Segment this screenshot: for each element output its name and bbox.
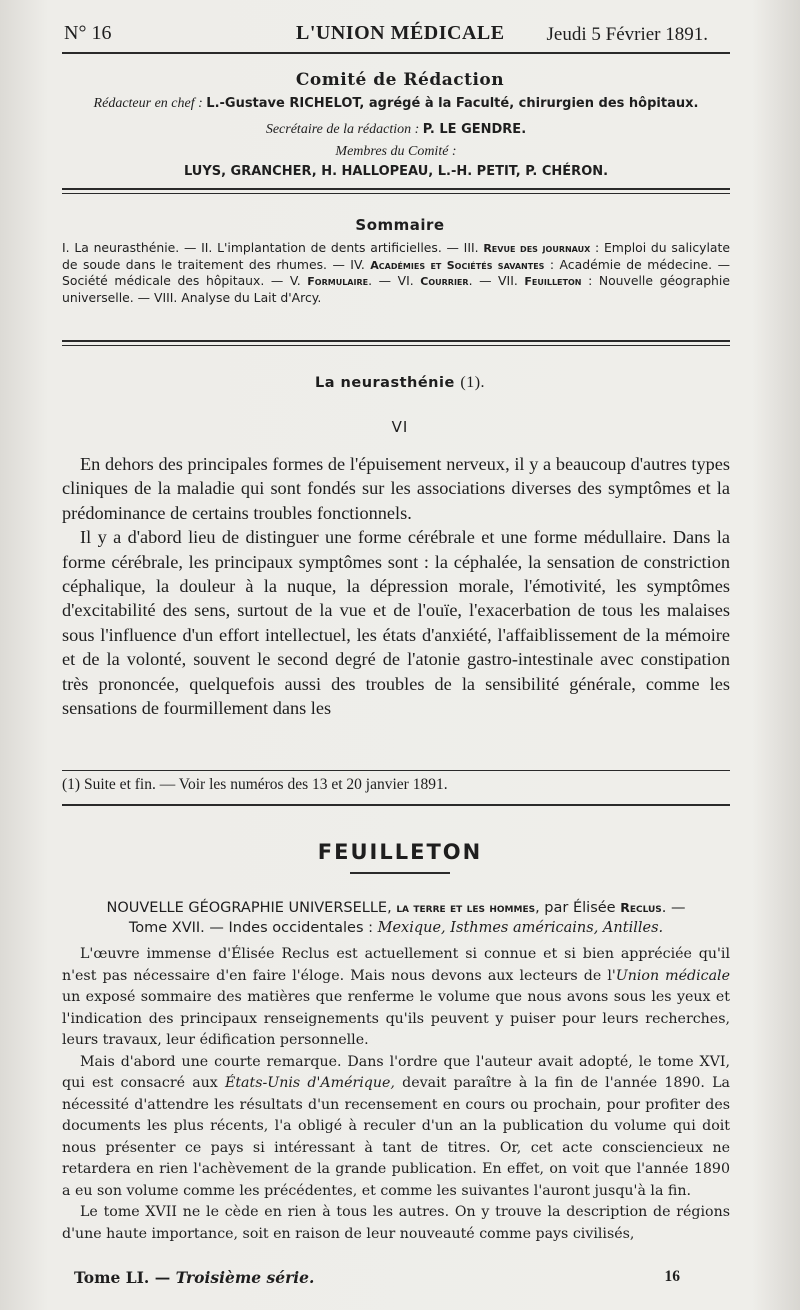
heading-part: Tome XVII. — Indes occidentales : — [128, 920, 373, 936]
article-title-text: La neurasthénie — [314, 375, 455, 391]
sommaire-rubric: Courrier — [420, 275, 469, 288]
sommaire-rubric: Académies et Sociétés savantes — [370, 258, 545, 272]
sommaire-title: Sommaire — [355, 216, 445, 234]
sommaire-rubric: Formulaire — [307, 275, 369, 288]
sommaire-part: . — VI. — [368, 273, 414, 288]
feuilleton-title: FEUILLETON — [317, 840, 483, 864]
membres-label-line — [62, 144, 730, 160]
paragraph-part: L'œuvre immense d'Élisée Reclus est actuellement si connue et si bien appréciée qu'il n'est pas nécessaire d'en faire l'éloge. Mais nous devons aux lecteurs de l' — [62, 946, 730, 984]
feuilleton-paragraph — [62, 1052, 730, 1203]
article-body — [62, 452, 730, 720]
issue-number: N° 16 — [64, 22, 112, 44]
header-rule — [62, 52, 730, 54]
section-number: VI — [391, 418, 409, 436]
sommaire-rubric: Revue des journaux — [483, 242, 591, 255]
redacteur-label: Rédacteur en chef : — [93, 96, 203, 111]
sommaire-part: : Emploi du salicylate de soude dans le traitement des rhumes. — IV. — [62, 240, 730, 272]
heading-part: la terre et les hommes — [396, 900, 536, 915]
membres-label: Membres du Comité : — [335, 144, 457, 159]
feuilleton-top-rule — [62, 804, 730, 806]
article-paragraph: En dehors des principales formes de l'épuisement nerveux, il y a beaucoup d'autres types cliniques de la maladie qui sont fondés sur les associations diverses des symptômes et la prédominance de certains troubles fonctionnels. — [62, 454, 730, 523]
journal-title: L'UNION MÉDICALE — [296, 22, 505, 44]
article-paragraph: Il y a d'abord lieu de distinguer une forme cérébrale et une forme médullaire. Dans la forme cérébrale, les principaux symptômes sont : la céphalée, la sensation de constriction céphalique, la douleur à la nuque, la dépression morale, l'émotivité, les symptômes d'excitabilité des sens, surtout de la vue et de l'ouïe, l'exacerbation de tous les malaises sous l'influence d'un effort intellectuel, les états d'anxiété, l'affaiblissement de la mémoire et de la volonté, souvent le second degré de l'atonie gastro-intestinale avec constipation très prononcée, quelquefois aussi des troubles de la sensibilité générale, comme les sensations de fourmillement dans les — [62, 527, 730, 719]
feuilleton-heading-line2 — [62, 918, 730, 938]
heading-part: . — — [661, 900, 686, 916]
paragraph-part: un exposé sommaire des matières que renferme le volume que nous avons sous les yeux et l'indication des principaux renseignements qu'ils peuvent y puiser pour leurs recherches, leurs travaux, leur édification personnelle. — [62, 989, 730, 1048]
heading-part: NOUVELLE GÉOGRAPHIE UNIVERSELLE, — [106, 900, 392, 916]
sommaire-part: : Académie de médecine. — Société médicale des hôpitaux. — V. — [62, 256, 730, 288]
redacteur-value: L.-Gustave RICHELOT, agrégé à la Faculté, chirurgien des hôpitaux. — [206, 96, 699, 111]
comite-title: Comité de Rédaction — [295, 70, 505, 90]
secretaire-value: P. LE GENDRE. — [422, 122, 527, 137]
footer-tome — [74, 1268, 314, 1287]
paragraph-part: États-Unis d'Amérique, — [225, 1075, 395, 1091]
feuilleton-paragraph: Le tome XVII ne le cède en rien à tous les autres. On y trouve la description de régions d'une haute importance, soit en raison de leur nouveauté comme pays civilisés, — [62, 1204, 730, 1242]
footer-serie: Troisième série. — [175, 1268, 315, 1287]
feuilleton-underline — [350, 872, 450, 874]
paragraph-part: Mais d'abord une courte remarque. Dans l'ordre que l'auteur avait adopté, le tome XVI, qui est consacré aux — [62, 1053, 730, 1091]
feuilleton-paragraph — [62, 944, 730, 1052]
membres-value: LUYS, GRANCHER, H. HALLOPEAU, L.-H. PETIT, P. CHÉRON. — [183, 164, 609, 179]
sommaire-part: : Nouvelle géographie universelle. — VIII. Analyse du Lait d'Arcy. — [62, 273, 730, 305]
footnote-rule — [62, 770, 730, 771]
issue-date: Jeudi 5 Février 1891. — [546, 24, 708, 45]
feuilleton-heading-line1 — [62, 898, 730, 918]
heading-part: Reclus — [620, 900, 662, 915]
footnote-ref: (1). — [460, 374, 486, 391]
paragraph-part: Union médicale — [615, 967, 730, 984]
heading-part: , par Élisée — [535, 900, 616, 916]
membres-line — [62, 164, 730, 180]
secretaire-label: Secrétaire de la rédaction : — [265, 122, 420, 137]
sommaire-rubric: Feuilleton — [524, 275, 582, 288]
sommaire-rule — [62, 340, 730, 346]
footnote: (1) Suite et fin. — Voir les numéros des 13 et 20 janvier 1891. — [62, 776, 448, 793]
feuilleton-body — [62, 944, 730, 1245]
sommaire-text — [62, 240, 730, 305]
sommaire-part: I. La neurasthénie. — II. L'implantation de dents artificielles. — III. — [62, 240, 479, 255]
page-number: 16 — [664, 1268, 680, 1285]
redacteur-line — [62, 96, 730, 112]
article-title — [0, 374, 800, 392]
footer-tome-text: Tome LI. — — [74, 1268, 171, 1287]
paragraph-part: devait paraître à la fin de l'année 1890. La nécessité d'attendre les résultats d'un recensement en cours ou prochain, pour profiter des documents les plus récents, l'a obligé à reculer d'un an la publication du volume qui doit nous présenter ce pays si intéressant à tant de titres. Or, cet acte consciencieux ne retardera en rien l'achèvement de la grande publication. En effet, on voit que l'année 1890 a eu son volume comme les précédentes, et comme les suivantes l'auront jusqu'à la fin. — [62, 1075, 731, 1199]
feuilleton-heading — [62, 898, 730, 938]
secretaire-line — [62, 122, 730, 138]
heading-part: Mexique, Isthmes américains, Antilles. — [377, 920, 664, 936]
sommaire-part: . — VII. — [468, 273, 518, 288]
comite-rule — [62, 188, 730, 194]
